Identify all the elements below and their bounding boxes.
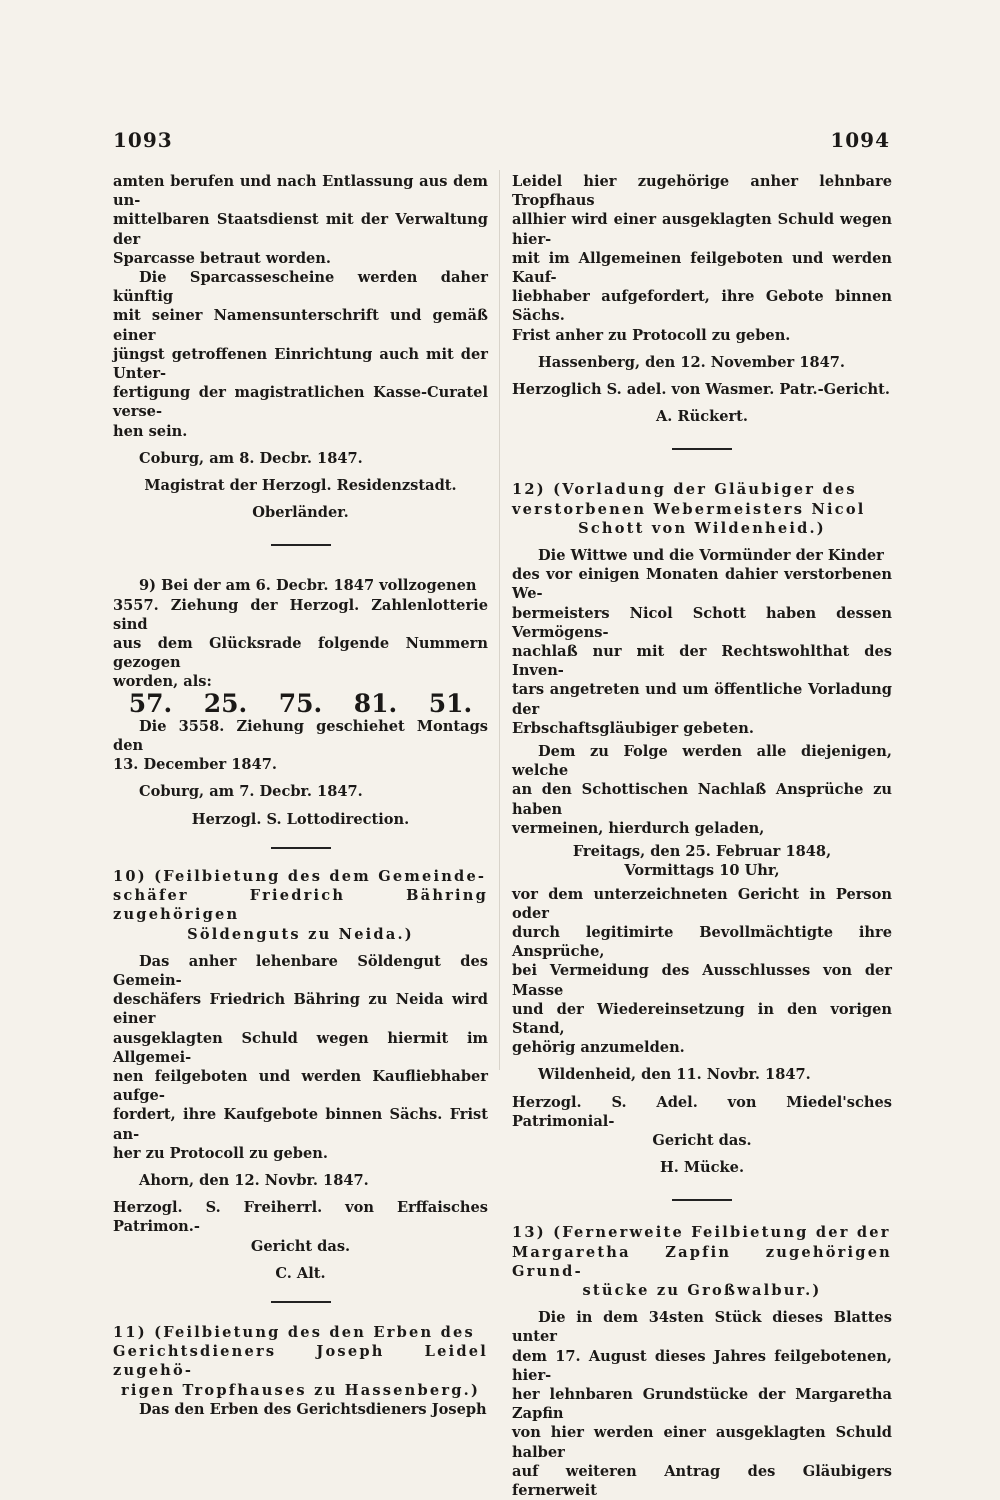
text-line: von hier werden einer ausgeklagten Schuld halber xyxy=(512,1424,892,1461)
text-line: durch legitimirte Bevollmächtigte ihre Ansprüche, xyxy=(512,923,892,961)
text-line: des vor einigen Monaten dahier verstorbenen We- xyxy=(512,566,892,603)
text-line: Die Wittwe und die Vormünder der Kinder xyxy=(538,547,884,565)
text-line: nachlaß nur mit der Rechtswohlthat des Inven- xyxy=(512,643,892,680)
authority: Herzogl. S. Adel. von Miedel'sches Patrimonial- xyxy=(512,1093,892,1130)
item-heading: verstorbenen Webermeisters Nicol xyxy=(512,500,866,518)
item-heading: Gerichtsdieners Joseph Leidel zugehö- xyxy=(113,1343,488,1380)
item-heading: 11) (Feilbietung des den Erben des xyxy=(113,1323,475,1341)
text-line: dem 17. August dieses Jahres feilgebotenen, hier- xyxy=(512,1347,892,1384)
text-line: mittelbaren Staatsdienst mit der Verwaltung der xyxy=(113,211,488,248)
text-line: vor dem unterzeichneten Gericht in Person oder xyxy=(512,885,892,922)
text-line: mit seiner Namensunterschrift und gemäß einer xyxy=(113,307,488,344)
item-heading: schäfer Friedrich Bähring zugehörigen xyxy=(113,887,488,924)
text-line: mit im Allgemeinen feilgeboten und werden Kauf- xyxy=(512,249,892,287)
text-line: liebhaber aufgefordert, ihre Gebote binnen Sächs. xyxy=(512,288,892,325)
signature: Oberländer. xyxy=(252,504,349,522)
text-line: nen feilgeboten und werden Kaufliebhaber aufge- xyxy=(113,1067,488,1105)
appointment-date: Freitags, den 25. Februar 1848, xyxy=(572,843,832,861)
text-line: jüngst getroffenen Einrichtung auch mit der Unter- xyxy=(113,345,488,383)
text-line: amten berufen und nach Entlassung aus dem un- xyxy=(113,173,488,210)
lottery-number: 25. xyxy=(203,688,248,718)
item-heading: rigen Tropfhauses zu Hassenberg.) xyxy=(120,1381,481,1399)
item-heading: stücke zu Großwalbur.) xyxy=(582,1281,822,1299)
text-line: bei Vermeidung des Ausschlusses von der Masse xyxy=(512,962,892,999)
right-column xyxy=(512,172,892,1500)
place-date: Hassenberg, den 12. November 1847. xyxy=(538,353,846,371)
text-line: worden, als: xyxy=(113,673,212,691)
lottery-number: 51. xyxy=(428,688,473,718)
text-line: 9) Bei der am 6. Decbr. 1847 vollzogenen xyxy=(139,577,477,595)
text-line: Die in dem 34sten Stück dieses Blattes unter xyxy=(512,1309,892,1346)
place-date: Ahorn, den 12. Novbr. 1847. xyxy=(139,1171,369,1189)
text-line: an den Schottischen Nachlaß Ansprüche zu haben xyxy=(512,781,892,818)
lottery-number: 57. xyxy=(128,688,173,718)
text-line: Dem zu Folge werden alle diejenigen, welche xyxy=(512,743,892,780)
text-line: bermeisters Nicol Schott haben dessen Vermögens- xyxy=(512,604,892,641)
item-heading: 12) (Vorladung der Gläubiger des xyxy=(512,481,857,499)
text-line: ausgeklagten Schuld wegen hiermit im Allgemei- xyxy=(113,1029,488,1066)
text-line: Erbschaftsgläubiger gebeten. xyxy=(512,719,754,737)
page-number-left: 1093 xyxy=(113,128,173,152)
lottery-number: 75. xyxy=(278,688,323,718)
lottery-numbers xyxy=(113,688,488,718)
text-line: Das anher lehenbare Söldengut des Gemein- xyxy=(113,952,488,989)
item-heading: 13) (Fernerweite Feilbietung der der xyxy=(512,1224,891,1242)
text-line: aus dem Glücksrade folgende Nummern gezogen xyxy=(113,635,488,672)
text-line: her lehnbaren Grundstücke der Margaretha Zapfin xyxy=(512,1385,892,1423)
text-line: Frist anher zu Protocoll zu geben. xyxy=(512,326,791,344)
signature: H. Mücke. xyxy=(659,1159,745,1177)
authority: Magistrat der Herzogl. Residenzstadt. xyxy=(144,477,457,495)
authority: Gericht das. xyxy=(250,1237,351,1255)
item-heading: Margaretha Zapfin zugehörigen Grund- xyxy=(512,1243,892,1280)
text-line: tars angetreten und um öffentliche Vorladung der xyxy=(512,681,892,718)
text-line: allhier wird einer ausgeklagten Schuld wegen hier- xyxy=(512,211,892,248)
place-date: Coburg, am 8. Decbr. 1847. xyxy=(139,449,363,467)
signature: A. Rückert. xyxy=(655,408,749,426)
section-rule xyxy=(672,448,732,450)
authority: Herzogl. S. Freiherrl. von Erffaisches Patrimon.- xyxy=(113,1199,488,1236)
item-heading: Schott von Wildenheid.) xyxy=(578,519,826,537)
page-number-right: 1094 xyxy=(830,128,890,152)
text-line: hen sein. xyxy=(113,422,188,440)
text-line: 13. December 1847. xyxy=(113,756,277,774)
text-line: Die Sparcassescheine werden daher künftig xyxy=(113,269,488,306)
appointment-time: Vormittags 10 Uhr, xyxy=(624,862,780,880)
text-line: gehörig anzumelden. xyxy=(512,1039,685,1057)
authority: Herzoglich S. adel. von Wasmer. Patr.-Gericht. xyxy=(512,381,890,399)
item-heading: 10) (Feilbietung des dem Gemeinde- xyxy=(113,867,487,885)
section-rule xyxy=(271,1301,331,1303)
text-line: 3557. Ziehung der Herzogl. Zahlenlotterie sind xyxy=(113,596,488,633)
text-line: deschäfers Friedrich Bähring zu Neida wird einer xyxy=(113,991,488,1028)
text-line: Die 3558. Ziehung geschiehet Montags den xyxy=(113,717,488,755)
place-date: Wildenheid, den 11. Novbr. 1847. xyxy=(538,1066,811,1084)
lottery-number: 81. xyxy=(353,688,398,718)
left-column xyxy=(113,172,488,1419)
text-line: Leidel hier zugehörige anher lehnbare Tropfhaus xyxy=(512,173,892,210)
authority: Gericht das. xyxy=(652,1131,752,1149)
text-line: und der Wiedereinsetzung in den vorigen Stand, xyxy=(512,1000,892,1037)
text-line: Sparcasse betraut worden. xyxy=(113,249,332,267)
column-divider xyxy=(499,170,500,1070)
text-line: auf weiteren Antrag des Gläubigers fernerweit xyxy=(512,1462,892,1499)
text-line: vermeinen, hierdurch geladen, xyxy=(512,819,765,837)
signature: C. Alt. xyxy=(275,1264,326,1282)
text-line: fertigung der magistratlichen Kasse-Curatel verse- xyxy=(113,384,488,421)
section-rule xyxy=(271,847,331,849)
text-line: fordert, ihre Kaufgebote binnen Sächs. Frist an- xyxy=(113,1106,488,1143)
text-line: her zu Protocoll zu geben. xyxy=(113,1144,328,1162)
authority: Herzogl. S. Lottodirection. xyxy=(191,810,410,828)
item-heading: Söldenguts zu Neida.) xyxy=(187,925,414,943)
section-rule xyxy=(271,544,331,546)
text-line: Das den Erben des Gerichtsdieners Joseph xyxy=(139,1400,487,1418)
place-date: Coburg, am 7. Decbr. 1847. xyxy=(139,783,363,801)
